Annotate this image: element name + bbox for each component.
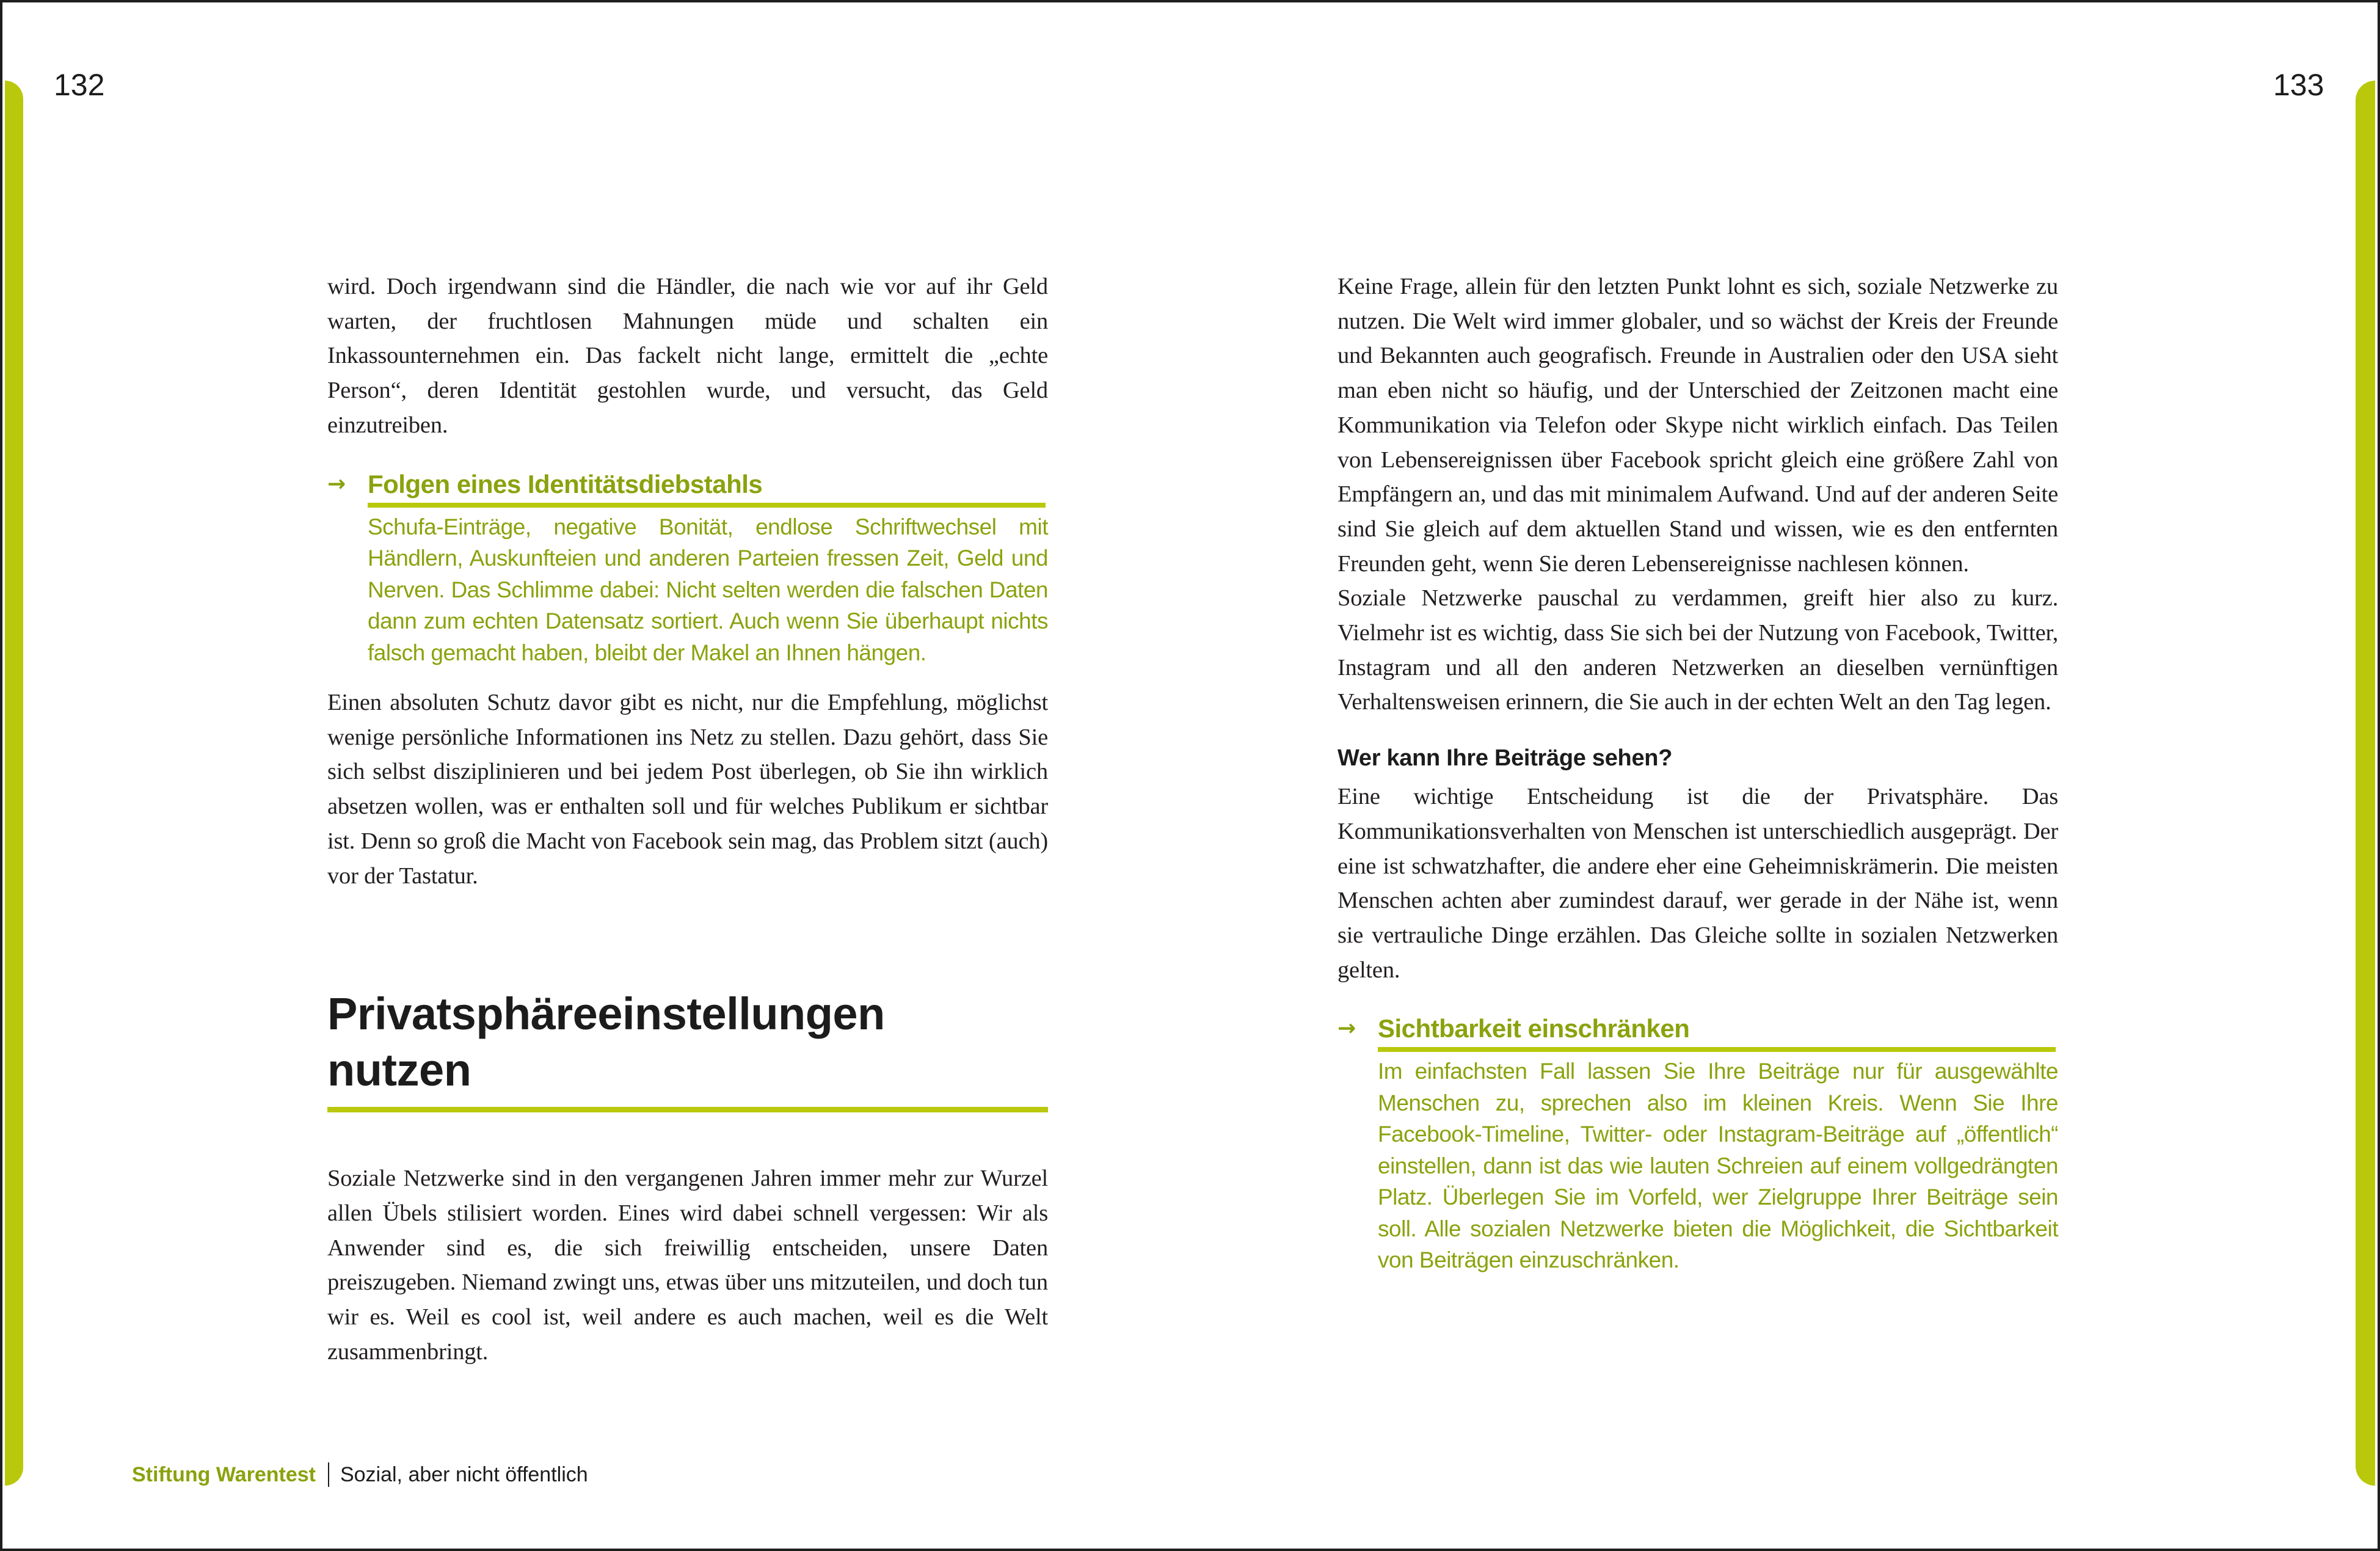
page-number-right: 133 [2273,68,2324,102]
tip-header [327,470,1048,499]
arrow-right-icon: → [327,471,346,497]
page-number-left: 132 [54,68,105,102]
left-page-column [327,269,1048,1369]
right-paragraph-3: Eine wichtige Entscheidung ist die der Privatsphäre. Das Kommunikationsverhalten von Menschen ist unterschiedlich ausgeprägt. Der eine ist schwatzhafter, die andere eher eine Geheimniskrämerin. Die meisten Menschen achten aber zumindest darauf, wer gerade in der Nähe ist, wenn sie vertrauliche Dinge erzählen. Das Gleiche sollte in sozialen Netzwerken gelten. [1337,784,2058,983]
tip-header [1337,1014,2058,1043]
left-chapter-tab [5,81,23,1486]
tip-body: Schufa-Einträge, negative Bonität, endlose Schriftwechsel mit Händlern, Auskunfteien und anderen Parteien fressen Zeit, Geld und Nerven. Das Schlimme dabei: Nicht selten werden die falschen Daten dann zum echten Datensatz sortiert. Auch wenn Sie überhaupt nichts falsch gemacht haben, bleibt der Makel an Ihnen hängen. [368,514,1048,665]
arrow-right-icon: → [1337,1016,1356,1042]
left-paragraph-2: Einen absoluten Schutz davor gibt es nicht, nur die Empfehlung, möglichst wenige persönliche Informationen ins Netz zu stellen. Dazu gehört, dass Sie sich selbst disziplinieren und bei jedem Post überlegen, ob Sie ihn wirklich absetzen wollen, was er enthalten soll und für welches Publikum er sichtbar ist. Denn so groß die Macht von Facebook sein mag, das Problem sitzt (auch) vor der Tastatur. [327,690,1048,889]
section-heading-rule [327,1107,1048,1112]
tip-rule [1378,1047,2056,1052]
tip-box-identity-theft [327,470,1048,669]
tip-title: Folgen eines Identitätsdiebstahls [368,469,763,498]
section-heading-line-2: nutzen [327,1045,471,1096]
tip-rule [368,503,1046,508]
section-heading-block [327,986,1048,1112]
subheading: Wer kann Ihre Beiträge sehen? [1337,745,1673,772]
left-paragraph-3: Soziale Netzwerke sind in den vergangenen Jahren immer mehr zur Wurzel allen Übels stilisiert worden. Eines wird dabei schnell vergessen: Wir als Anwender sind es, die sich freiwillig entscheiden, unsere Daten preiszugeben. Niemand zwingt uns, etwas über uns mitzuteilen, und doch tun wir es. Weil es cool ist, weil andere es auch machen, weil es die Welt zusammenbringt. [327,1166,1048,1365]
right-chapter-tab [2356,81,2375,1486]
footer-book-title: Sozial, aber nicht öffentlich [340,1462,588,1486]
section-heading-line-1: Privatsphäreeinstellungen [327,988,885,1040]
right-page-column [1337,269,2058,1276]
right-paragraph-2: Soziale Netzwerke pauschal zu verdammen, greift hier also zu kurz. Vielmehr ist es wichtig, dass Sie sich bei der Nutzung von Facebook, Twitter, Instagram und all den anderen Netzwerken an dieselben vernünftigen Verhaltensweisen erinnern, die Sie auch in der echten Welt an den Tag legen. [1337,585,2058,715]
tip-box-visibility [1337,1014,2058,1276]
footer-brand: Stiftung Warentest [132,1462,316,1486]
tip-title: Sichtbarkeit einschränken [1378,1014,1690,1043]
tip-body: Im einfachsten Fall lassen Sie Ihre Beiträge nur für ausgewählte Menschen zu, sprechen also im kleinen Kreis. Wenn Sie Ihre Facebook-Timeline, Twitter- oder Instagram-Beiträge auf „öffentlich“ einstellen, dann ist das wie lauten Schreien auf einem vollgedrängten Platz. Überlegen Sie im Vorfeld, wer Zielgruppe Ihrer Beiträge sein soll. Alle sozialen Netzwerke bieten die Möglichkeit, die Sichtbarkeit von Beiträgen einzuschränken. [1378,1059,2058,1273]
running-footer [132,1462,588,1487]
footer-separator [328,1462,329,1487]
left-paragraph-1: wird. Doch irgendwann sind die Händler, die nach wie vor auf ihr Geld warten, der fruchtlosen Mahnungen müde und schalten ein Inkassounternehmen ein. Das fackelt nicht lange, ermittelt die „echte Person“, deren Identität gestohlen wurde, und versucht, das Geld einzutreiben. [327,274,1048,438]
right-paragraph-1: Keine Frage, allein für den letzten Punkt lohnt es sich, soziale Netzwerke zu nutzen. Die Welt wird immer globaler, und so wächst der Kreis der Freunde und Bekannten auch geografisch. Freunde in Australien oder den USA sieht man eben nicht so häufig, und der Unterschied der Zeitzonen macht eine Kommunikation via Telefon oder Skype nicht wirklich einfach. Das Teilen von Lebensereignissen über Facebook spricht gleich eine größere Zahl von Empfängern an, und das mit minimalem Aufwand. Und auf der anderen Seite sind Sie gleich auf dem aktuellen Stand und wissen, wie es den entfernten Freunden geht, wenn Sie deren Lebensereignisse nachlesen können. [1337,274,2058,577]
